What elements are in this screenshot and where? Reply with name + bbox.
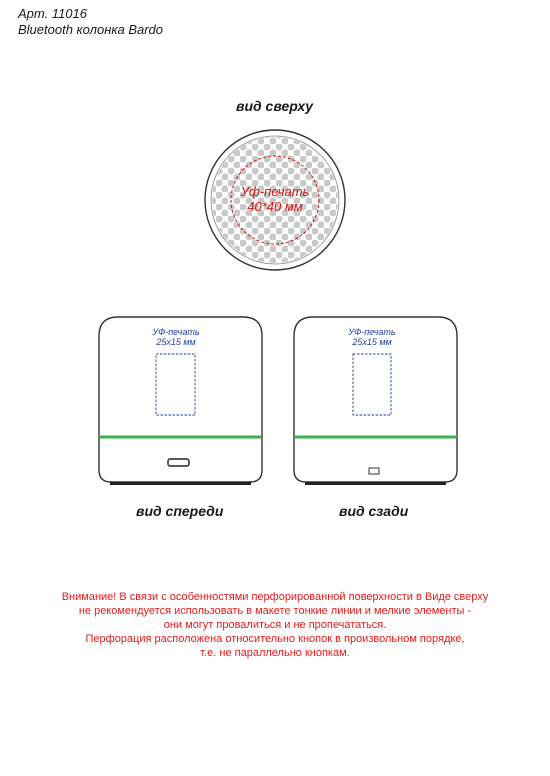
top-view-label: вид сверху — [236, 98, 314, 114]
front-view-label: вид спереди — [136, 503, 224, 519]
front-base-foot — [110, 482, 251, 485]
front-print-size: 25x15 мм — [156, 337, 196, 347]
back-print-label — [332, 327, 412, 347]
top-print-label — [225, 184, 325, 214]
warning-line-1: Внимание! В связи с особенностями перфорированной поверхности в Виде сверху — [61, 591, 489, 603]
back-view-label: вид сзади — [339, 503, 409, 519]
back-base-foot — [305, 482, 446, 485]
front-print-label — [136, 327, 216, 347]
top-print-type: Уф-печать — [240, 184, 310, 199]
front-print-type: УФ-печать — [152, 327, 200, 337]
back-print-type: УФ-печать — [348, 327, 396, 337]
warning-notice — [10, 590, 540, 660]
back-print-size: 25x15 мм — [352, 337, 392, 347]
warning-line-4: Перфорация расположена относительно кнопок в произвольном порядке, — [85, 633, 465, 645]
usb-port — [168, 459, 189, 466]
warning-line-3: они могут провалиться и не пропечататься. — [163, 619, 387, 631]
warning-line-5: т.е. не параллельно кнопкам. — [200, 647, 350, 659]
article-number: Арт. 11016 — [18, 6, 87, 21]
power-switch — [369, 468, 379, 474]
top-print-size: 40*40 мм — [247, 199, 303, 214]
product-name: Bluetooth колонка Bardo — [18, 22, 164, 37]
warning-line-2: не рекомендуется использовать в макете тонкие линии и мелкие элементы - — [78, 605, 472, 617]
